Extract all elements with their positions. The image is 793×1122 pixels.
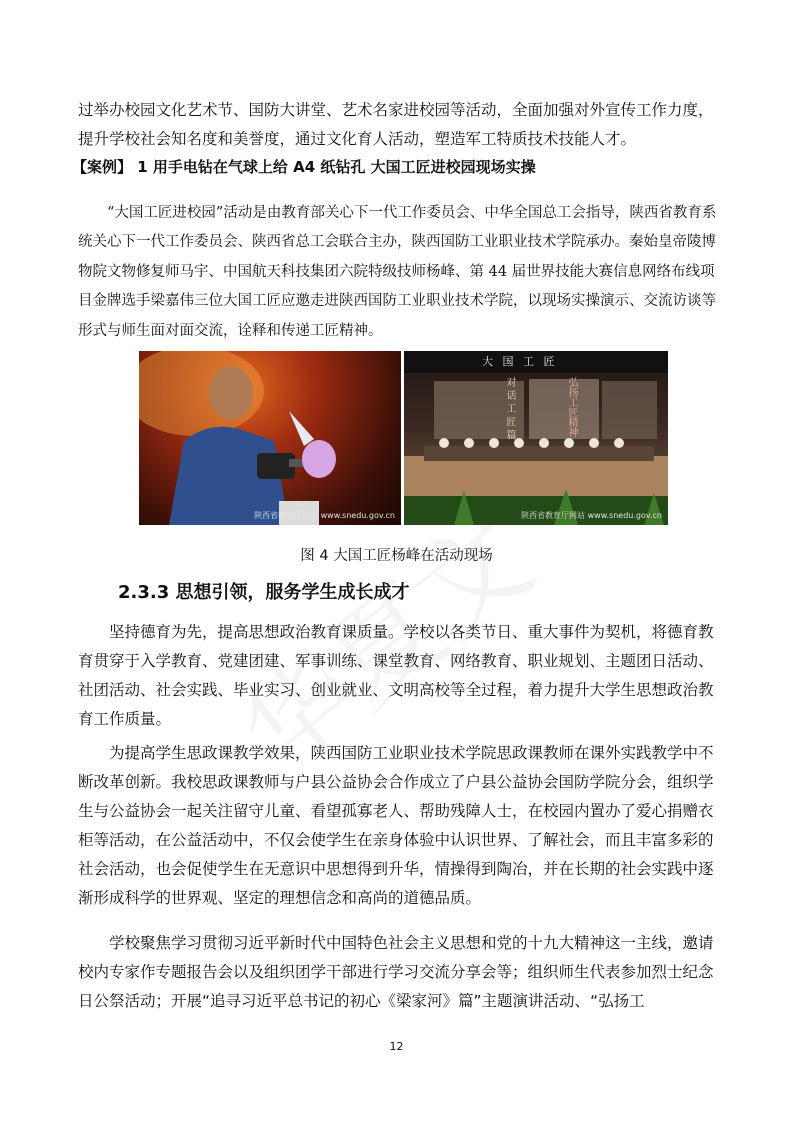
photo-event-stage-graphic	[404, 351, 668, 525]
photo-left-watermark: 陕西省教育厅网站 www.snedu.gov.cn	[254, 511, 395, 520]
right-banner-right: 弘扬工匠精神	[566, 377, 577, 437]
photo-craftsman-drill-graphic	[139, 351, 401, 525]
photo-right-watermark: 陕西省教育厅网站 www.snedu.gov.cn	[521, 511, 662, 520]
paragraph-study-thought: 学校聚焦学习贯彻习近平新时代中国特色社会主义思想和党的十九大精神这一主线，邀请校内专家作专题报告会以及组织团学干部进行学习交流分享会等；组织师生代表参加烈士纪念日公祭活动；开展“追寻习近平总书记的初心《梁家河》篇”主题演讲活动、“弘扬工	[78, 934, 714, 1010]
right-banner-left: 对 话 工 匠 篇	[504, 377, 515, 440]
paragraph-moral-education: 坚持德育为先，提高思想政治教育课质量。学校以各类节日、重大事件为契机，将德育教育贯穿于入学教育、党建团建、军事训练、课堂教育、网络教育、职业规划、主题团日活动、社团活动、社会实践、毕业实习、创业就业、文明高校等全过程，着力提升大学生思想政治教育工作质量。	[78, 623, 714, 728]
paragraph-intro: 过举办校园文化艺术节、国防大讲堂、艺术名家进校园等活动，全面加强对外宣传工作力度，提升学校社会知名度和美誉度，通过文化育人活动，塑造军工特质技术技能人才。	[78, 101, 714, 148]
case-heading: 【案例】 1 用手电钻在气球上给 A4 纸钻孔 大国工匠进校园现场实操	[72, 158, 536, 176]
section-heading: 2.3.3 思想引领，服务学生成长成才	[118, 582, 410, 603]
photo-craftsman-drill	[139, 351, 401, 525]
paragraph-ideology-course: 为提高学生思政课教学效果，陕西国防工业职业技术学院思政课教师在课外实践教学中不断改革创新。我校思政课教师与户县公益协会合作成立了户县公益协会国防学院分会，组织学生与公益协会一起关注留守儿童、看望孤寡老人、帮助残障人士，在校园内置办了爱心捐赠衣柜等活动，在公益活动中，不仅会使学生在亲身体验中认识世界、了解社会，而且丰富多彩的社会活动，也会促使学生在无意识中思想得到升华，情操得到陶冶，并在长期的社会实践中逐渐形成科学的世界观、坚定的理想信念和高尚的道德品质。	[78, 744, 714, 907]
page-number: 12	[389, 1040, 404, 1053]
case-body: “大国工匠进校园”活动是由教育部关心下一代工作委员会、中华全国总工会指导，陕西省教育系统关心下一代工作委员会、陕西省总工会联合主办，陕西国防工业职业技术学院承办。秦始皇帝陵博物院文物修复师马宇、中国航天科技集团六院特级技师杨峰、第 44 届世界技能大赛信息网络布线项目金牌选手梁嘉伟三位大国工匠应邀走进陕西国防工业职业技术学院，以现场实操演示、交流访谈等形式与师生面对面交流，诠释和传递工匠精神。	[78, 204, 717, 339]
photo-event-stage	[404, 351, 668, 525]
right-banner-top: 大 国 工 匠	[482, 355, 558, 368]
figure-caption: 图 4 大国工匠杨峰在活动现场	[300, 548, 493, 564]
